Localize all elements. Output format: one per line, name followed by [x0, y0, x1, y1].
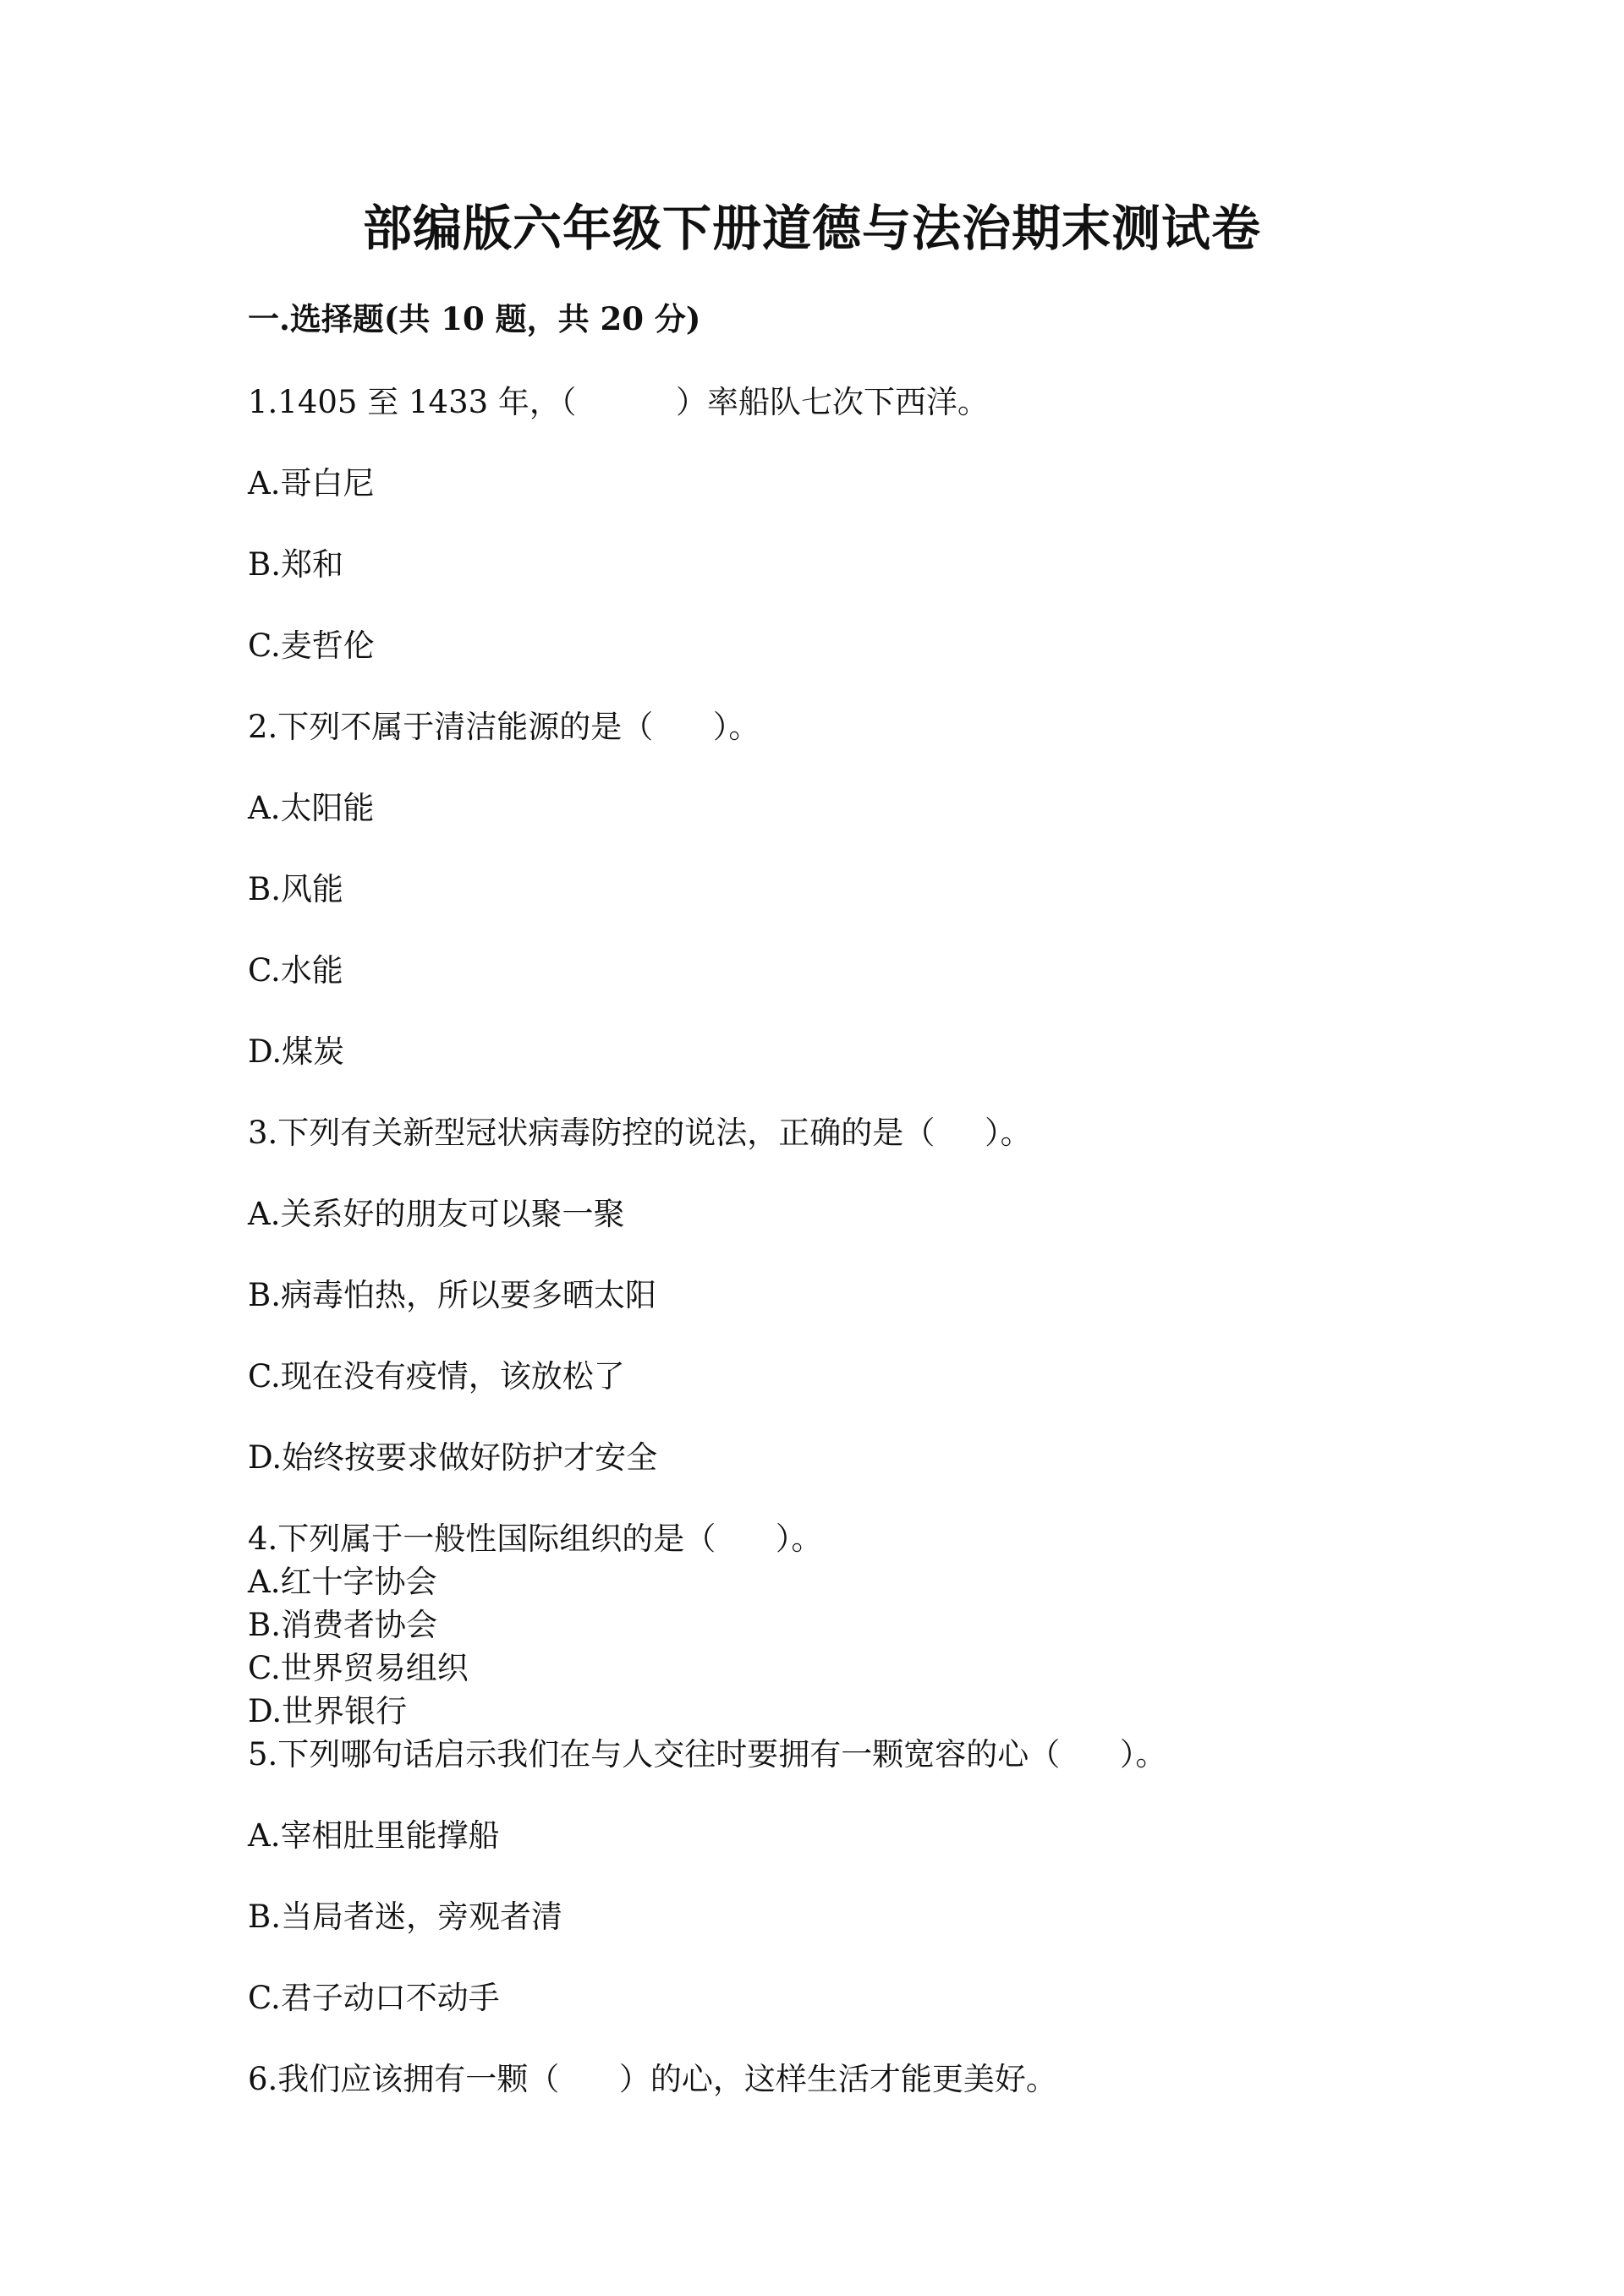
section-heading: 一.选择题(共 10 题，共 20 分)	[248, 300, 701, 337]
question-4-option-a: A.红十字协会	[248, 1564, 437, 1600]
question-5-option-a: A.宰相肚里能撑船	[248, 1817, 500, 1854]
question-4-option-d: D.世界银行	[248, 1693, 408, 1729]
question-2-stem: 2.下列不属于清洁能源的是（ ）。	[248, 709, 760, 745]
question-2-option-a: A.太阳能	[248, 790, 375, 826]
page-title: 部编版六年级下册道德与法治期末测试卷	[362, 200, 1261, 257]
question-3-option-b: B.病毒怕热，所以要多晒太阳	[248, 1277, 656, 1313]
question-5-option-c: C.君子动口不动手	[248, 1980, 500, 2016]
question-3-option-d: D.始终按要求做好防护才安全	[248, 1439, 658, 1476]
question-4-option-c: C.世界贸易组织	[248, 1650, 469, 1686]
question-1-option-b: B.郑和	[248, 546, 343, 583]
question-1-option-a: A.哥白尼	[248, 465, 375, 501]
question-5-option-b: B.当局者迷，旁观者清	[248, 1899, 562, 1935]
question-1-stem: 1.1405 至 1433 年，（ ）率船队七次下西洋。	[248, 384, 990, 420]
question-4-stem: 4.下列属于一般性国际组织的是（ ）。	[248, 1521, 823, 1557]
question-6-stem: 6.我们应该拥有一颗（ ）的心，这样生活才能更美好。	[248, 2061, 1057, 2097]
question-3-option-c: C.现在没有疫情，该放松了	[248, 1358, 625, 1395]
question-2-option-b: B.风能	[248, 871, 343, 907]
question-4-option-b: B.消费者协会	[248, 1607, 437, 1643]
question-2-option-c: C.水能	[248, 952, 343, 989]
question-3-stem: 3.下列有关新型冠状病毒防控的说法，正确的是（ ）。	[248, 1115, 1032, 1151]
question-2-option-d: D.煤炭	[248, 1033, 345, 1070]
question-3-option-a: A.关系好的朋友可以聚一聚	[248, 1196, 625, 1232]
question-1-option-c: C.麦哲伦	[248, 627, 375, 664]
question-5-stem: 5.下列哪句话启示我们在与人交往时要拥有一颗宽容的心（ ）。	[248, 1736, 1167, 1773]
